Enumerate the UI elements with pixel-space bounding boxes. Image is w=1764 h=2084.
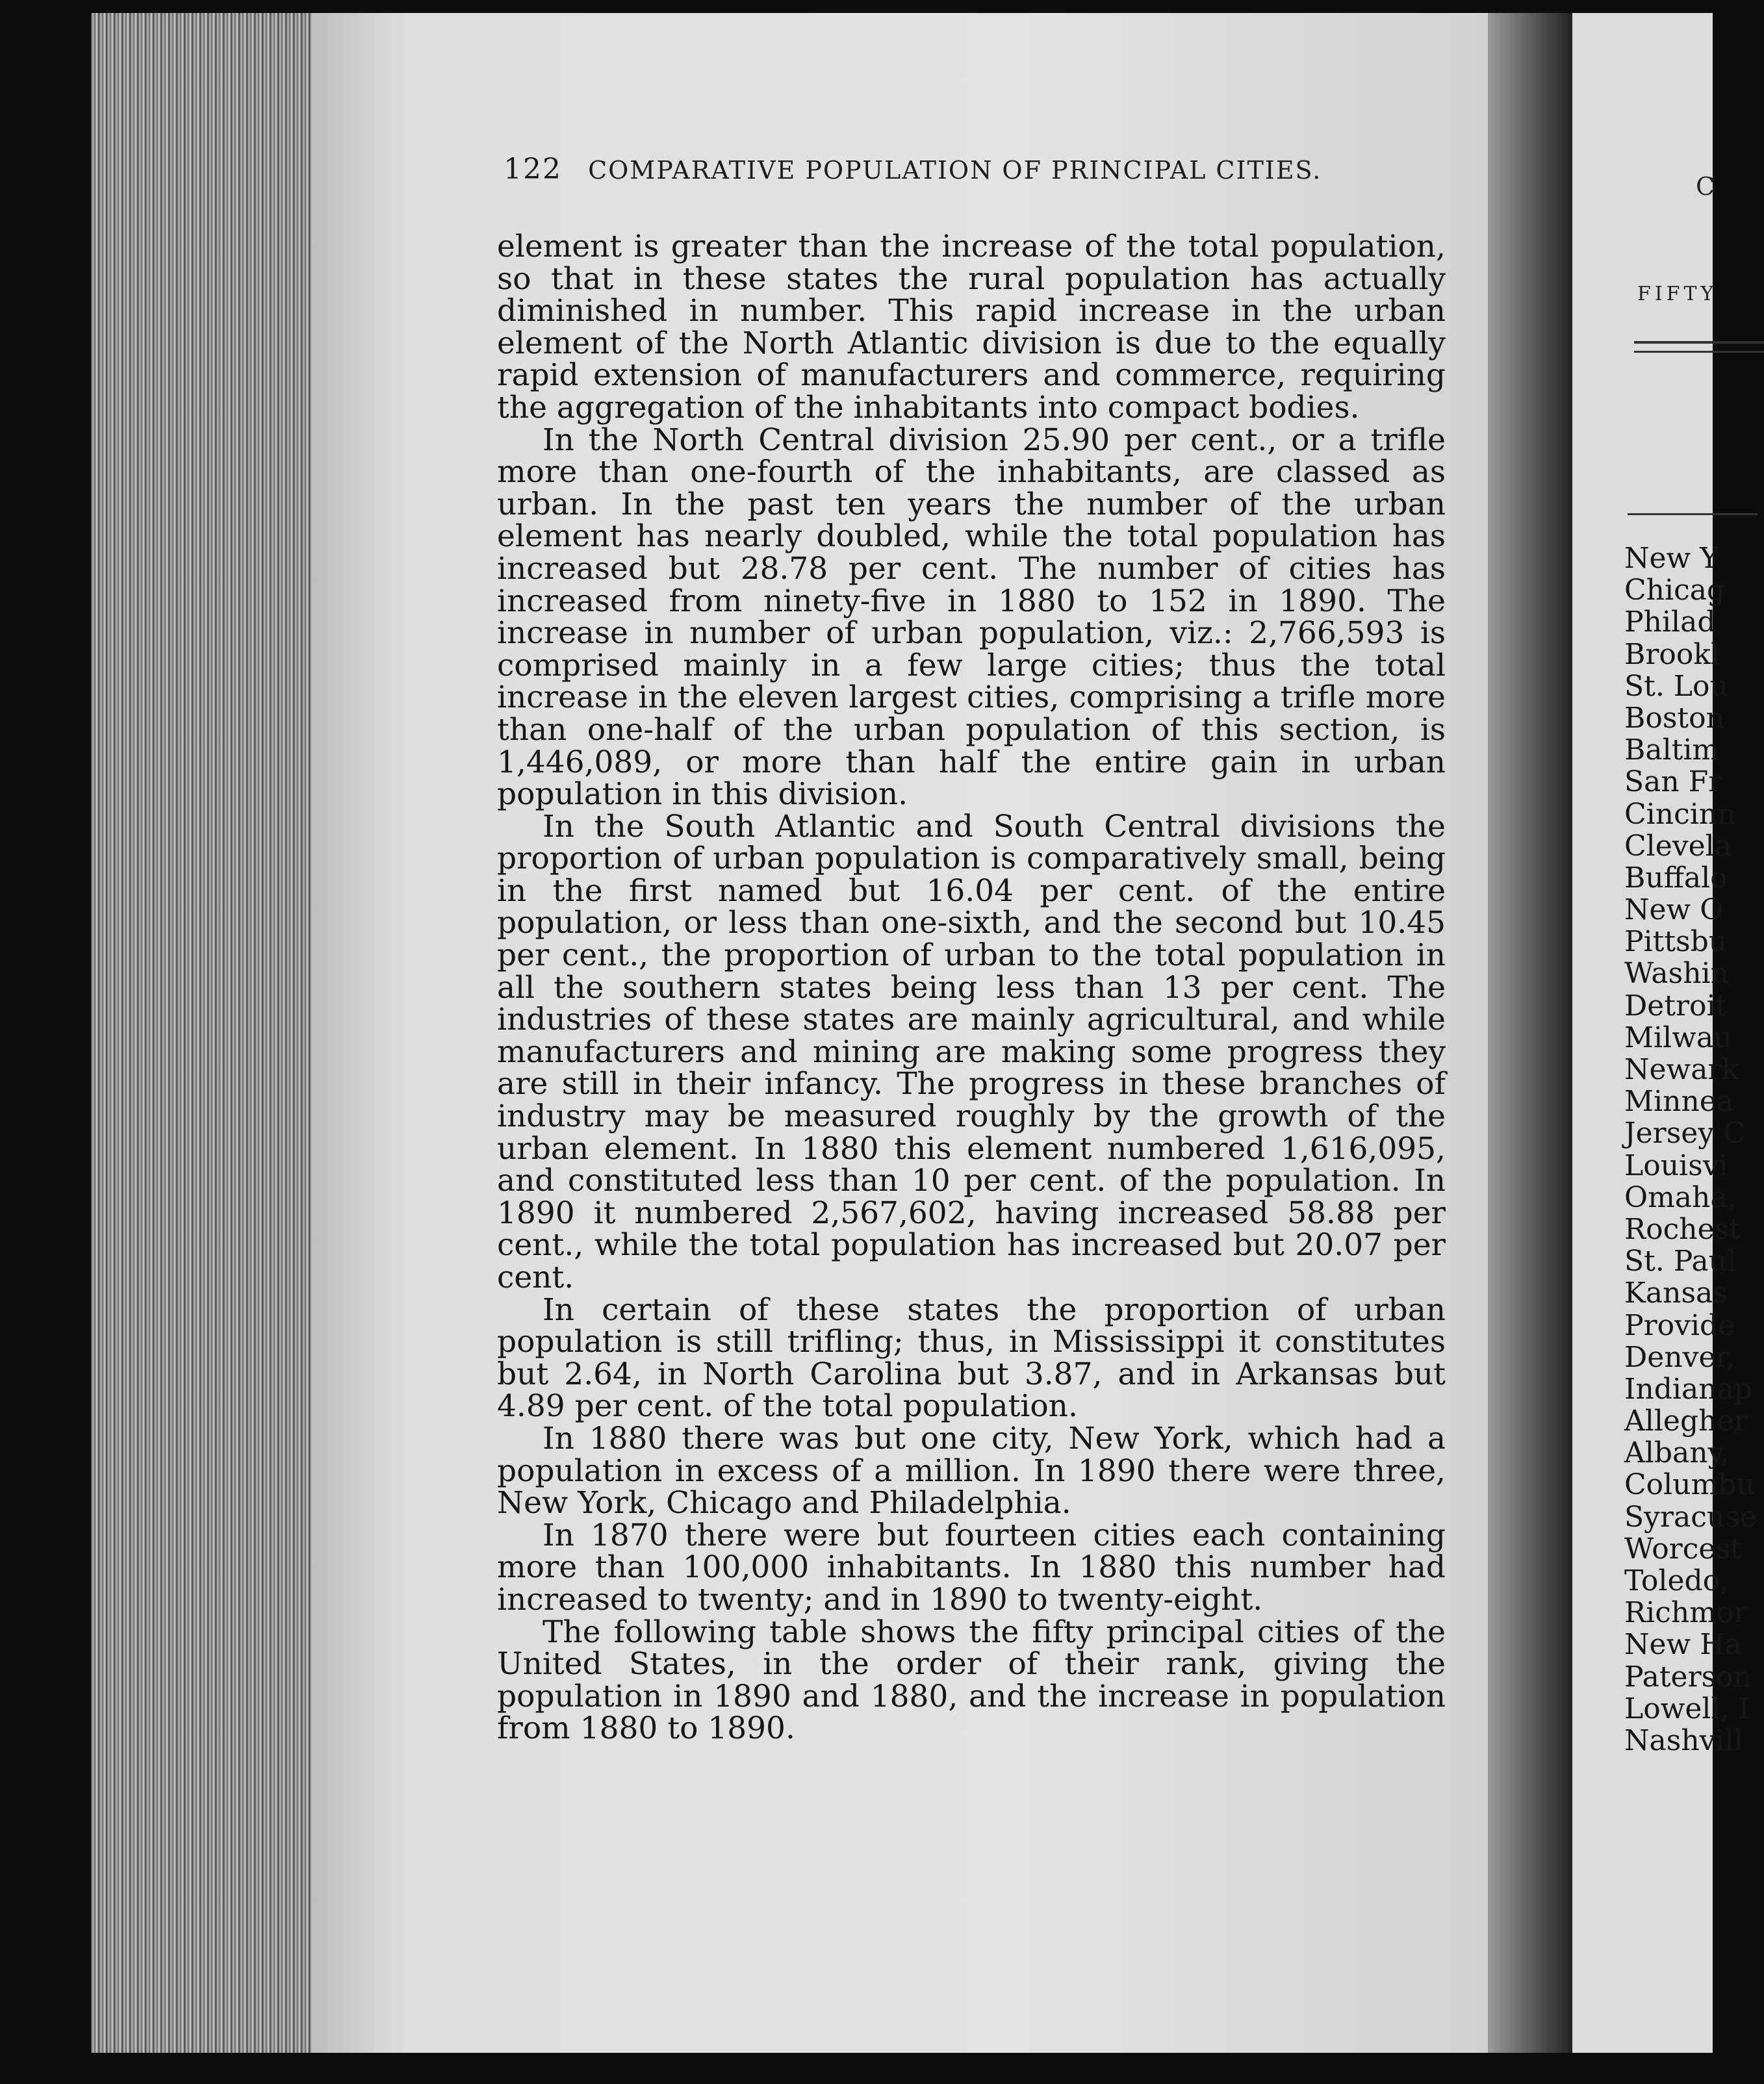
city-entry: Cincinn [1624, 797, 1736, 831]
city-entry: New Y [1624, 542, 1719, 575]
right-page [1572, 13, 1757, 2053]
city-entry: Allegher [1624, 1404, 1748, 1438]
city-list [1624, 542, 1757, 1757]
running-head [504, 153, 1413, 186]
city-entry: Brookl [1624, 637, 1720, 671]
city-entry: Provide [1624, 1308, 1735, 1342]
city-entry: San Fr [1624, 765, 1722, 799]
page-number: 122 [504, 153, 562, 186]
city-entry: Rochest [1624, 1212, 1741, 1246]
city-entry: Kansas [1624, 1277, 1728, 1310]
city-entry: Newark [1624, 1053, 1739, 1086]
book-page-edges [91, 13, 312, 2053]
city-entry: St. Paul [1624, 1245, 1737, 1278]
city-entry: Pittsbu [1624, 925, 1728, 959]
city-entry: Clevela [1624, 829, 1732, 863]
paragraph: In certain of these states the proportion of urban population is still trifling; thus, in Mississippi it constitutes but 2.64, in North Carolina but 3.87, and in Arkansas but 4.89 per cent. of the total population. [497, 1291, 1446, 1425]
city-entry: Indianap [1624, 1372, 1752, 1406]
paragraph: In 1880 there was but one city, New York, which had a population in excess of a million. In 1890 there were three, New York, Chicago and Philadelphia. [497, 1420, 1446, 1521]
paragraph: element is greater than the increase of the total population, so that in these states the rural population has actually diminished in number. This rapid increase in the urban element of the North Atlantic division is due to the equally rapid extension of manufacturers and commerce, requiring the aggregation of the inhabitants into compact bodies. [497, 229, 1446, 426]
page-title: COMPARATIVE POPULATION OF PRINCIPAL CITIES. [588, 156, 1322, 184]
city-entry: Richmor [1624, 1596, 1748, 1630]
city-entry: Lowell, I [1624, 1692, 1750, 1725]
city-entry: Buffalo [1624, 861, 1728, 895]
paragraph: In the South Atlantic and South Central divisions the proportion of urban population is comparatively small, being in the first named but 16.04 per cent. of the entire population, or less than one-sixth, and the second but 10.45 per cent., the proportion of urban to the total population in all the southern states being less than 13 per cent. The industries of these states are mainly agricultural, and while manufacturers and mining are making some progress they are still in their infancy. The progress in these branches of industry may be measured roughly by the growth of the urban element. In 1880 this element numbered 1,616,095, and constituted less than 10 per cent. of the population. In 1890 it numbered 2,567,602, having increased 58.88 per cent., while the total population has increased but 20.07 per cent. [497, 808, 1446, 1295]
body-text [497, 231, 1446, 1745]
paragraph: In 1870 there were but fourteen cities each containing more than 100,000 inhabitants. In 1880 this number had increased to twenty; and in 1890 to twenty-eight. [497, 1517, 1446, 1618]
city-entry: Minnea [1624, 1085, 1734, 1119]
paragraph: The following table shows the fifty principal cities of the United States, in the order of their rank, giving the population in 1890 and 1880, and the increase in population from 1880 to 1890. [497, 1614, 1446, 1747]
city-entry: Jersey C [1624, 1117, 1745, 1150]
city-entry: Boston [1624, 701, 1724, 735]
city-entry: Syracuse [1624, 1500, 1757, 1534]
paragraph: In the North Central division 25.90 per cent., or a trifle more than one-fourth of the inhabitants, are classed as urban. In the past ten years the number of the urban element has nearly doubled, while the total population has increased but 28.78 per cent. The number of cities has increased from ninety-five in 1880 to 152 in 1890. The increase in number of urban population, viz.: 2,766,593 is comprised mainly in a few large cities; thus the total increase in the eleven largest cities, comprising a trifle more than one-half of the urban population of this section, is 1,446,089, or more than half the entire gain in urban population in this division. [497, 422, 1446, 813]
city-entry: Louisvi [1624, 1149, 1728, 1182]
city-entry: Baltim [1624, 733, 1720, 767]
city-entry: Worcest [1624, 1532, 1742, 1566]
city-entry: Washin [1624, 957, 1729, 991]
city-entry: New O [1624, 893, 1724, 927]
rule [1634, 341, 1764, 344]
city-entry: Toledo, [1624, 1564, 1730, 1597]
city-entry: Nashvill [1624, 1723, 1743, 1757]
city-entry: Detroit [1624, 989, 1728, 1023]
city-entry: Omaha, [1624, 1180, 1737, 1214]
city-entry: Philad [1624, 605, 1716, 639]
book-gutter [1488, 13, 1579, 2053]
city-entry: Chicag [1624, 574, 1726, 607]
rule [1628, 513, 1758, 515]
rule [1634, 351, 1764, 353]
city-entry: Paterson [1624, 1660, 1752, 1694]
city-entry: St. Lou [1624, 669, 1728, 703]
right-page-corner-mark: C [1696, 172, 1715, 201]
city-entry: New Ha [1624, 1628, 1742, 1662]
right-page-title: FIFTY [1637, 283, 1718, 305]
city-entry: Albany, [1624, 1436, 1730, 1470]
city-entry: Denver, [1624, 1340, 1735, 1374]
city-entry: Columbu [1624, 1468, 1755, 1502]
city-entry: Milwau [1624, 1021, 1732, 1054]
